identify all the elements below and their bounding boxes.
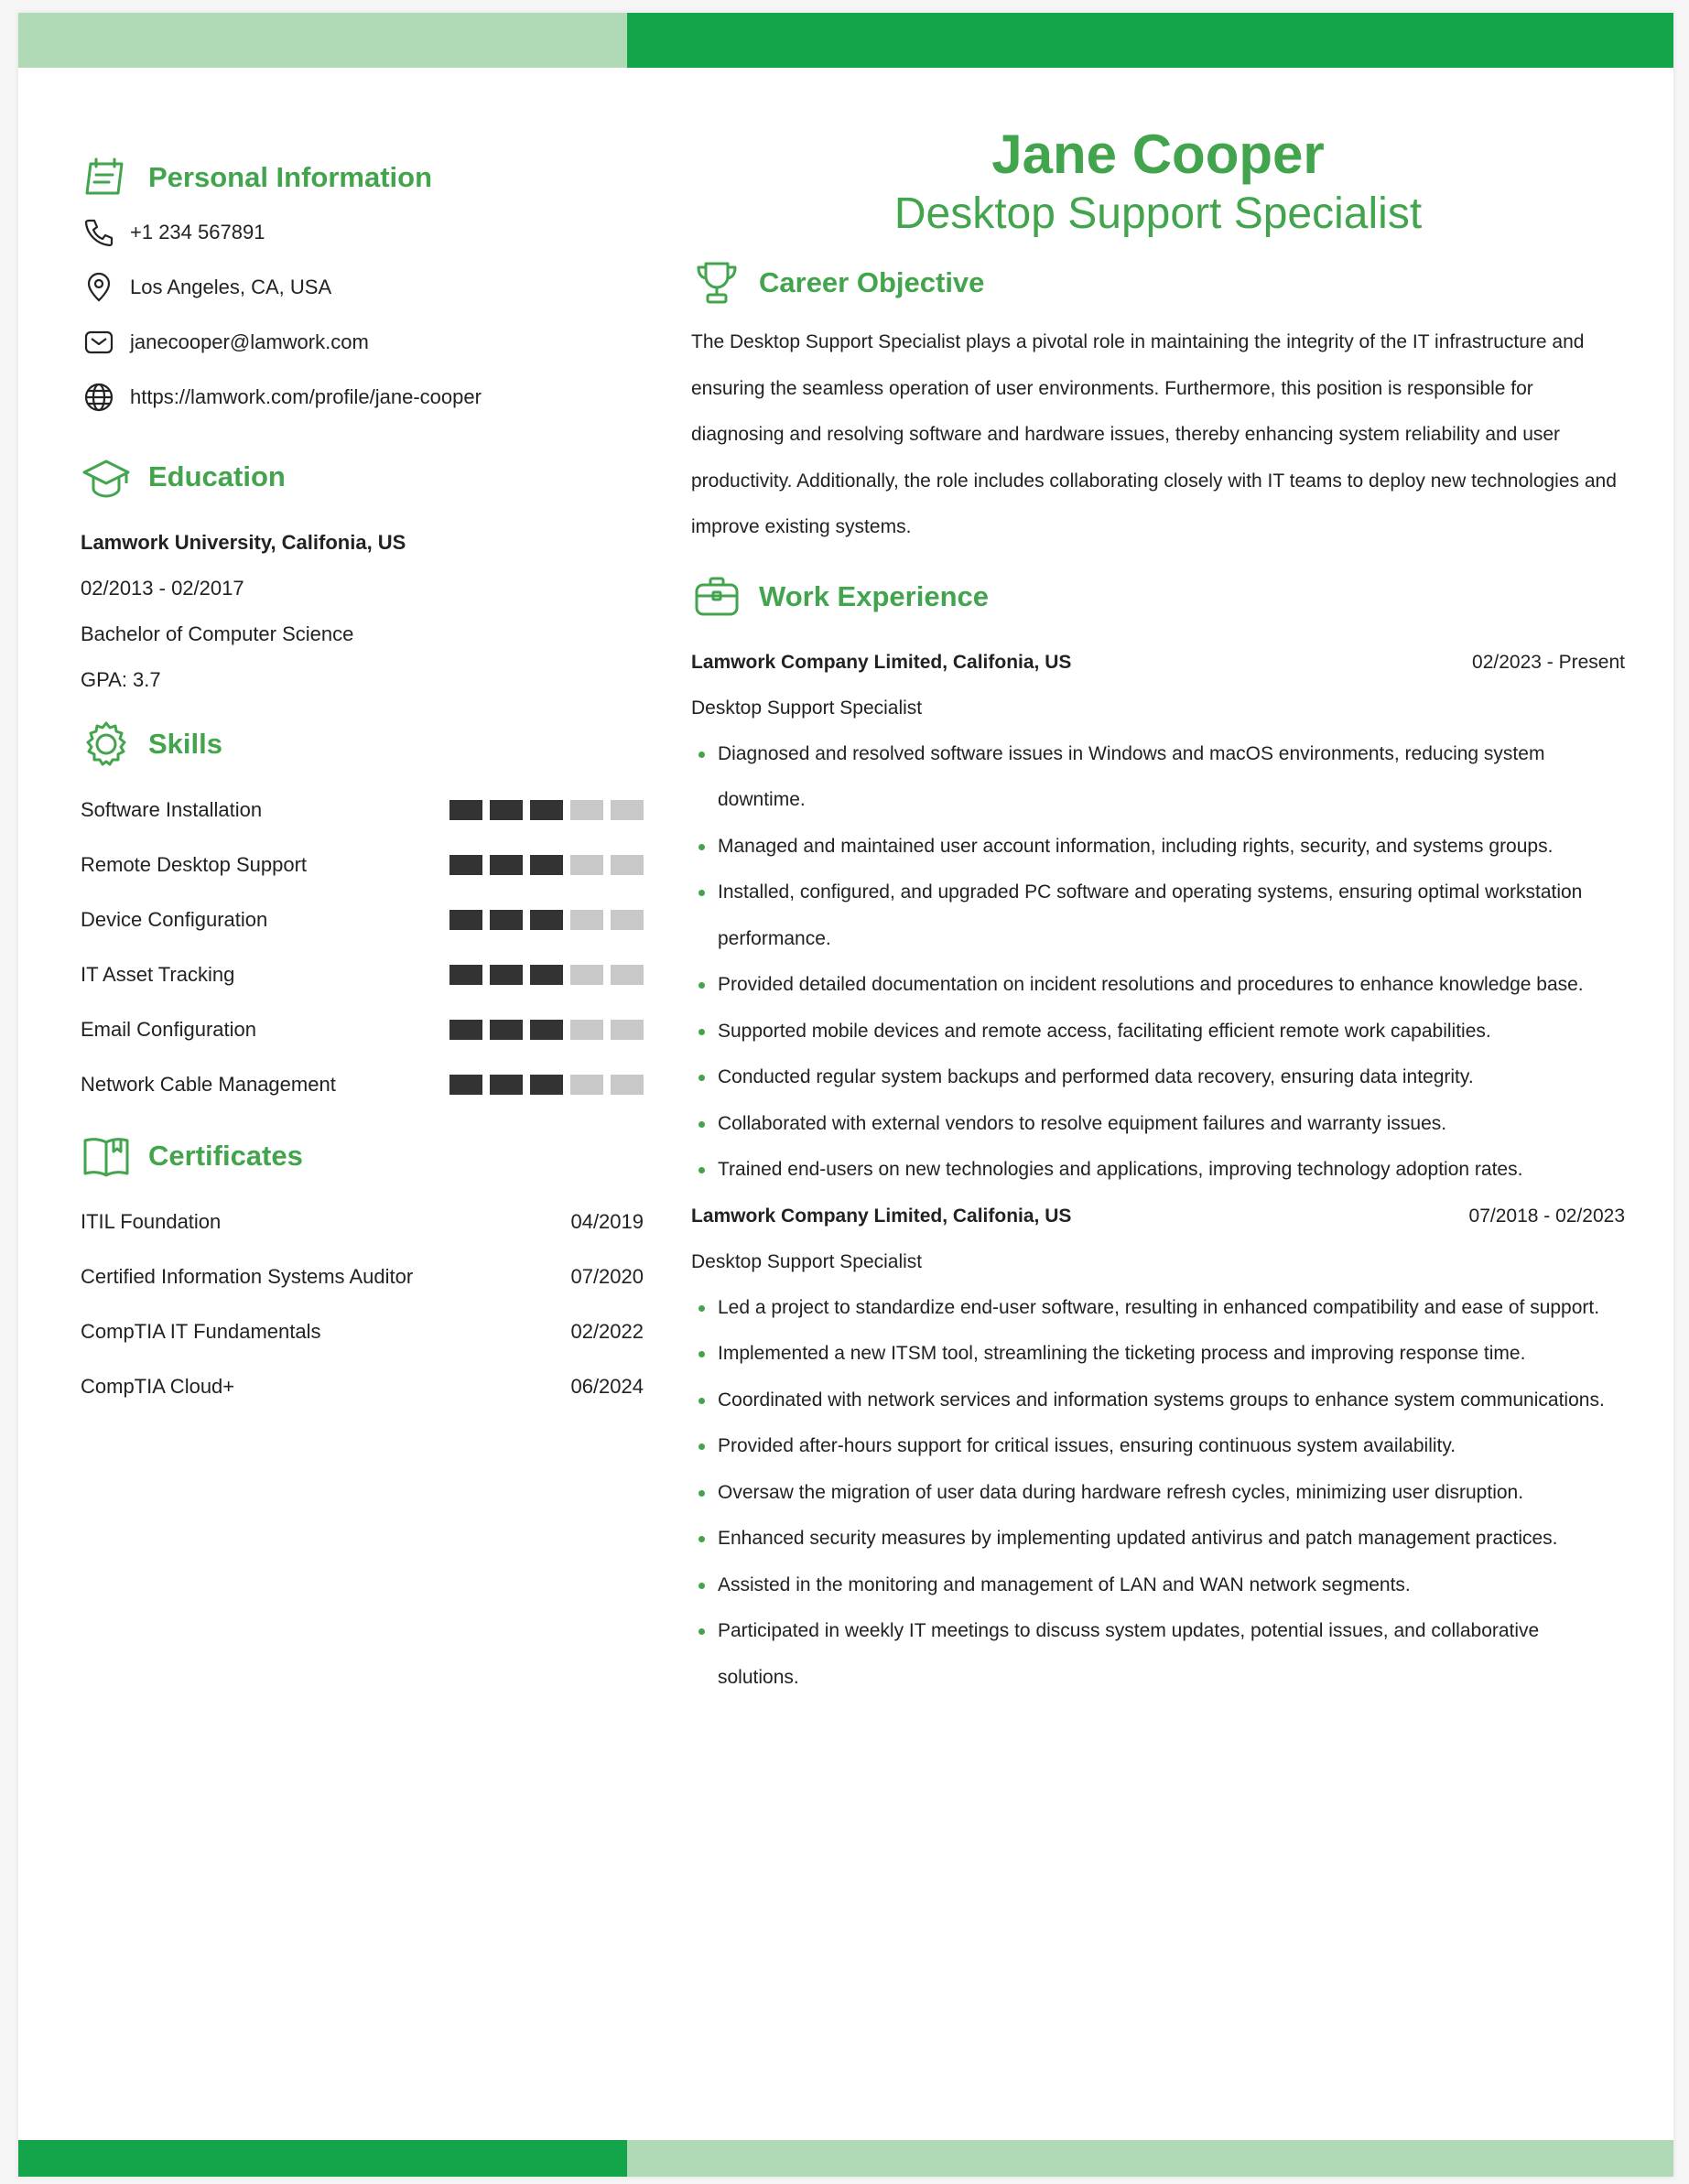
- certificate-name: CompTIA Cloud+: [81, 1375, 235, 1398]
- skill-level-filled: [530, 1075, 563, 1095]
- job-bullets: [691, 1285, 1625, 1702]
- skill-level-empty: [570, 800, 603, 820]
- certificate-name: ITIL Foundation: [81, 1210, 222, 1233]
- education-degree: Bachelor of Computer Science: [81, 622, 354, 645]
- skill-row: [81, 838, 644, 892]
- contact-phone: [81, 205, 644, 260]
- skill-level-filled: [530, 1020, 563, 1040]
- skill-level-filled: [490, 910, 523, 930]
- top-band-light: [18, 13, 627, 68]
- skill-level-filled: [449, 965, 482, 985]
- skill-level-meter: [449, 800, 644, 820]
- certificate-row: [81, 1249, 644, 1304]
- certificate-row: [81, 1304, 644, 1359]
- skill-row: [81, 892, 644, 947]
- skill-level-empty: [611, 965, 644, 985]
- education-dates: 02/2013 - 02/2017: [81, 577, 244, 600]
- bottom-band-dark: [18, 2140, 627, 2177]
- skill-level-filled: [490, 1075, 523, 1095]
- skill-level-filled: [530, 800, 563, 820]
- job-bullets: [691, 731, 1625, 1194]
- certificate-name: CompTIA IT Fundamentals: [81, 1320, 321, 1343]
- candidate-name: Jane Cooper: [991, 124, 1325, 185]
- job-bullet: Conducted regular system backups and performed data recovery, ensuring data integrity.: [691, 1054, 1625, 1101]
- section-title: Personal Information: [148, 161, 433, 193]
- job-bullet: Provided detailed documentation on incident resolutions and procedures to enhance knowledge base.: [691, 962, 1625, 1009]
- right-column: [691, 123, 1625, 1701]
- skill-name: Remote Desktop Support: [81, 853, 308, 876]
- skill-level-empty: [570, 1075, 603, 1095]
- job-bullet: Diagnosed and resolved software issues in Windows and macOS environments, reducing system downtime.: [691, 731, 1625, 824]
- skill-name: Network Cable Management: [81, 1073, 336, 1096]
- certificates-header: [81, 1129, 644, 1184]
- personal-info-header: [81, 150, 644, 205]
- job-position: Desktop Support Specialist: [691, 1250, 923, 1272]
- contact-email: [81, 315, 644, 370]
- skill-level-empty: [611, 910, 644, 930]
- section-title: Skills: [148, 728, 222, 760]
- skill-level-filled: [490, 800, 523, 820]
- job-bullet: Installed, configured, and upgraded PC software and operating systems, ensuring optimal workstation performance.: [691, 870, 1625, 962]
- job-bullet: Led a project to standardize end-user software, resulting in enhanced compatibility and ease of support.: [691, 1285, 1625, 1332]
- resume-page: [18, 13, 1673, 2177]
- skill-name: Device Configuration: [81, 908, 268, 931]
- skill-level-filled: [530, 855, 563, 875]
- skill-level-filled: [449, 855, 482, 875]
- trophy-icon: [691, 257, 742, 308]
- job-bullet: Provided after-hours support for critical issues, ensuring continuous system availability.: [691, 1423, 1625, 1470]
- skill-level-filled: [490, 855, 523, 875]
- contact-location: [81, 260, 644, 315]
- career-objective-header: [691, 255, 1625, 310]
- job-position: Desktop Support Specialist: [691, 697, 923, 719]
- location-pin-icon: [81, 269, 117, 306]
- skill-name: Software Installation: [81, 798, 263, 821]
- graduation-cap-icon: [81, 451, 132, 503]
- section-title: Career Objective: [759, 266, 985, 298]
- certificate-date: 02/2022: [570, 1320, 644, 1343]
- skill-level-filled: [449, 800, 482, 820]
- skill-level-empty: [611, 1075, 644, 1095]
- certificate-row: [81, 1195, 644, 1249]
- job-bullet: Trained end-users on new technologies and applications, improving technology adoption rates.: [691, 1147, 1625, 1194]
- section-title: Education: [148, 460, 286, 492]
- location-text: Los Angeles, CA, USA: [130, 276, 332, 298]
- skill-level-meter: [449, 1075, 644, 1095]
- skill-level-empty: [570, 1020, 603, 1040]
- certificate-date: 04/2019: [570, 1210, 644, 1233]
- skill-row: [81, 1002, 644, 1057]
- skill-level-empty: [611, 1020, 644, 1040]
- job-dates: 02/2023 - Present: [1472, 651, 1625, 673]
- skill-level-empty: [570, 965, 603, 985]
- globe-icon: [81, 379, 117, 416]
- skill-level-filled: [530, 910, 563, 930]
- skill-level-empty: [611, 855, 644, 875]
- job-entry: [691, 1194, 1625, 1702]
- skill-row: [81, 783, 644, 838]
- job-bullet: Oversaw the migration of user data during hardware refresh cycles, minimizing user disruption.: [691, 1470, 1625, 1517]
- skill-level-filled: [449, 1075, 482, 1095]
- job-bullet: Participated in weekly IT meetings to discuss system updates, potential issues, and collaborative solutions.: [691, 1608, 1625, 1701]
- job-bullet: Supported mobile devices and remote access, facilitating efficient remote work capabilities.: [691, 1009, 1625, 1055]
- email-link[interactable]: janecooper@lamwork.com: [130, 330, 369, 353]
- left-column: [81, 150, 644, 1414]
- certificate-row: [81, 1359, 644, 1414]
- contact-website: [81, 370, 644, 425]
- skill-level-empty: [570, 855, 603, 875]
- skill-level-filled: [490, 1020, 523, 1040]
- candidate-role: Desktop Support Specialist: [893, 189, 1423, 238]
- certificate-date: 06/2024: [570, 1375, 644, 1398]
- objective-text: The Desktop Support Specialist plays a pivotal role in maintaining the integrity of the IT infrastructure and ensuring the seamless operation of user environments. Furthermore, this position is responsible for diagnosing and resolving software and hardware issues, thereby enhancing system reliability and user productivity. Additionally, the role includes collaborating closely with IT teams to deploy new technologies and improve existing systems.: [691, 331, 1617, 537]
- skill-name: IT Asset Tracking: [81, 963, 235, 986]
- skill-name: Email Configuration: [81, 1018, 256, 1041]
- certificate-name: Certified Information Systems Auditor: [81, 1265, 414, 1288]
- skill-level-filled: [490, 965, 523, 985]
- education-header: [81, 449, 644, 504]
- skill-level-meter: [449, 965, 644, 985]
- skills-list: [81, 783, 644, 1112]
- skills-header: [81, 717, 644, 772]
- job-bullet: Coordinated with network services and information systems groups to enhance system communications.: [691, 1378, 1625, 1424]
- skill-level-filled: [449, 1020, 482, 1040]
- top-band-dark: [627, 13, 1673, 68]
- job-bullet: Implemented a new ITSM tool, streamlining the ticketing process and improving response time.: [691, 1331, 1625, 1378]
- skill-level-meter: [449, 855, 644, 875]
- phone-text: +1 234 567891: [130, 221, 265, 243]
- education-gpa: GPA: 3.7: [81, 668, 161, 691]
- book-icon: [81, 1130, 132, 1182]
- section-title: Certificates: [148, 1140, 303, 1172]
- gear-icon: [81, 719, 132, 770]
- phone-icon: [81, 214, 117, 251]
- work-experience-header: [691, 569, 1625, 624]
- certificates-list: [81, 1195, 644, 1414]
- skill-level-empty: [570, 910, 603, 930]
- job-bullet: Assisted in the monitoring and management of LAN and WAN network segments.: [691, 1562, 1625, 1609]
- skill-level-empty: [611, 800, 644, 820]
- job-company: Lamwork Company Limited, Califonia, US: [691, 651, 1072, 673]
- skill-level-meter: [449, 910, 644, 930]
- skill-level-filled: [449, 910, 482, 930]
- website-link[interactable]: https://lamwork.com/profile/jane-cooper: [130, 385, 482, 408]
- jobs-list: [691, 640, 1625, 1702]
- skill-row: [81, 947, 644, 1002]
- skill-level-meter: [449, 1020, 644, 1040]
- bottom-band-light: [627, 2140, 1673, 2177]
- job-header: [691, 640, 1625, 686]
- certificate-date: 07/2020: [570, 1265, 644, 1288]
- job-bullet: Enhanced security measures by implementing updated antivirus and patch management practices.: [691, 1516, 1625, 1562]
- job-company: Lamwork Company Limited, Califonia, US: [691, 1205, 1072, 1227]
- job-bullet: Collaborated with external vendors to resolve equipment failures and warranty issues.: [691, 1101, 1625, 1148]
- mail-icon: [81, 324, 117, 361]
- briefcase-icon: [691, 571, 742, 622]
- job-header: [691, 1194, 1625, 1239]
- calendar-note-icon: [81, 152, 132, 203]
- job-bullet: Managed and maintained user account information, including rights, security, and systems groups.: [691, 824, 1625, 870]
- skill-level-filled: [530, 965, 563, 985]
- education-school: Lamwork University, Califonia, US: [81, 531, 406, 554]
- job-entry: [691, 640, 1625, 1194]
- section-title: Work Experience: [759, 579, 989, 612]
- job-dates: 07/2018 - 02/2023: [1468, 1205, 1625, 1227]
- skill-row: [81, 1057, 644, 1112]
